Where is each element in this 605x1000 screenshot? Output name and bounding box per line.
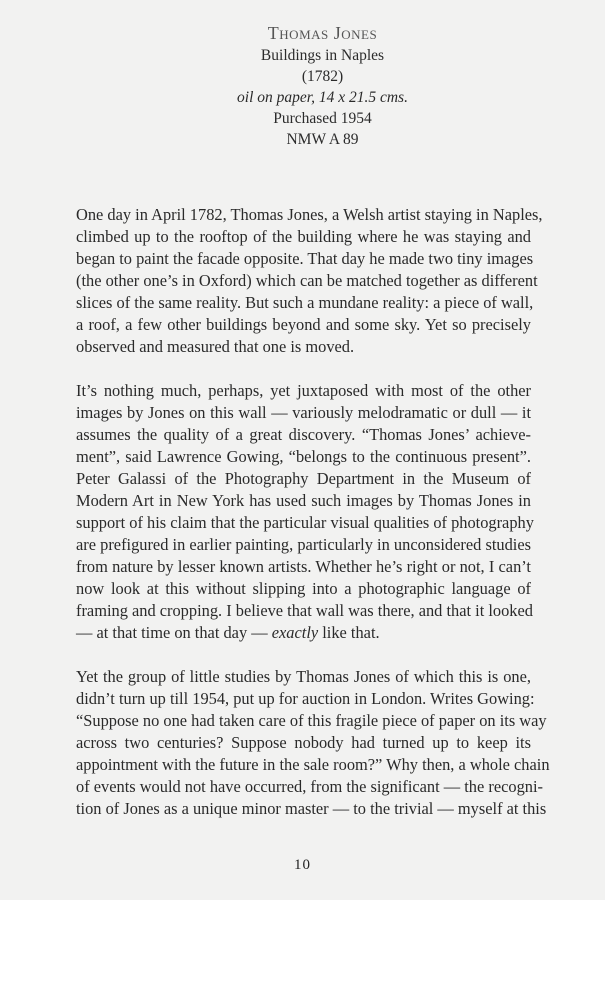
text-line: appointment with the future in the sale room?” Why then, a whole chain [76,755,550,774]
artwork-acquisition: Purchased 1954 [273,110,372,127]
text-line: (the other one’s in Oxford) which can be matched together as different [76,271,538,290]
text-fragment: — at that time on that day — [76,623,272,642]
artwork-title: Buildings in Naples [260,47,385,64]
text-line: images by Jones on this wall — variously melodramatic or dull — it [76,403,531,422]
paragraph-2 [76,380,534,644]
text-line: Yet the group of little studies by Thomas Jones of which this is one, [76,667,531,686]
text-line: tion of Jones as a unique minor master — to the trivial — myself at this [76,799,547,818]
text-line: a roof, a few other buildings beyond and some sky. Yet so precisely [76,315,531,334]
artwork-caption [0,22,605,150]
artist-name: Thomas Jones [267,23,378,43]
text-line: observed and measured that one is moved. [76,337,355,356]
text-line: didn’t turn up till 1954, put up for auction in London. Writes Gowing: [76,689,535,708]
paragraph-3 [76,666,550,820]
text-line: across two centuries? Suppose nobody had turned up to keep its [76,733,531,752]
page-number: 10 [294,857,311,873]
text-fragment: like that. [318,623,380,642]
text-line: Peter Galassi of the Photography Department in the Museum of [76,469,531,488]
text-line-last [76,622,531,644]
text-line: support of his claim that the particular visual qualities of photography [76,513,534,532]
text-line: Modern Art in New York has used such images by Thomas Jones in [76,491,531,510]
text-line: assumes the quality of a great discovery. “Thomas Jones’ achieve- [76,425,531,444]
artwork-medium: oil on paper, 14 x 21.5 cms. [237,89,408,106]
text-line: It’s nothing much, perhaps, yet juxtaposed with most of the other [76,381,531,400]
body-text [76,204,550,842]
text-line: slices of the same reality. But such a mundane reality: a piece of wall, [76,293,534,312]
text-line: framing and cropping. I believe that wall was there, and that it looked [76,601,533,620]
text-line: are prefigured in earlier painting, particularly in unconsidered studies [76,535,531,554]
text-line: One day in April 1782, Thomas Jones, a Welsh artist staying in Naples, [76,205,543,224]
text-line: began to paint the facade opposite. That day he made two tiny images [76,249,534,268]
paragraph-1 [76,204,543,358]
text-line: ment”, said Lawrence Gowing, “belongs to the continuous present”. [76,447,531,466]
text-line: of events would not have occurred, from the significant — the recogni- [76,777,543,796]
emphasized-word: exactly [271,623,319,642]
artwork-accession-number: NMW A 89 [286,131,359,148]
text-line: from nature by lesser known artists. Whether he’s right or not, I can’t [76,557,531,576]
artwork-year: (1782) [301,68,344,85]
text-line: “Suppose no one had taken care of this fragile piece of paper on its way [76,711,547,730]
text-line: now look at this without slipping into a photographic language of [76,579,531,598]
text-line: climbed up to the rooftop of the building where he was staying and [76,227,531,246]
